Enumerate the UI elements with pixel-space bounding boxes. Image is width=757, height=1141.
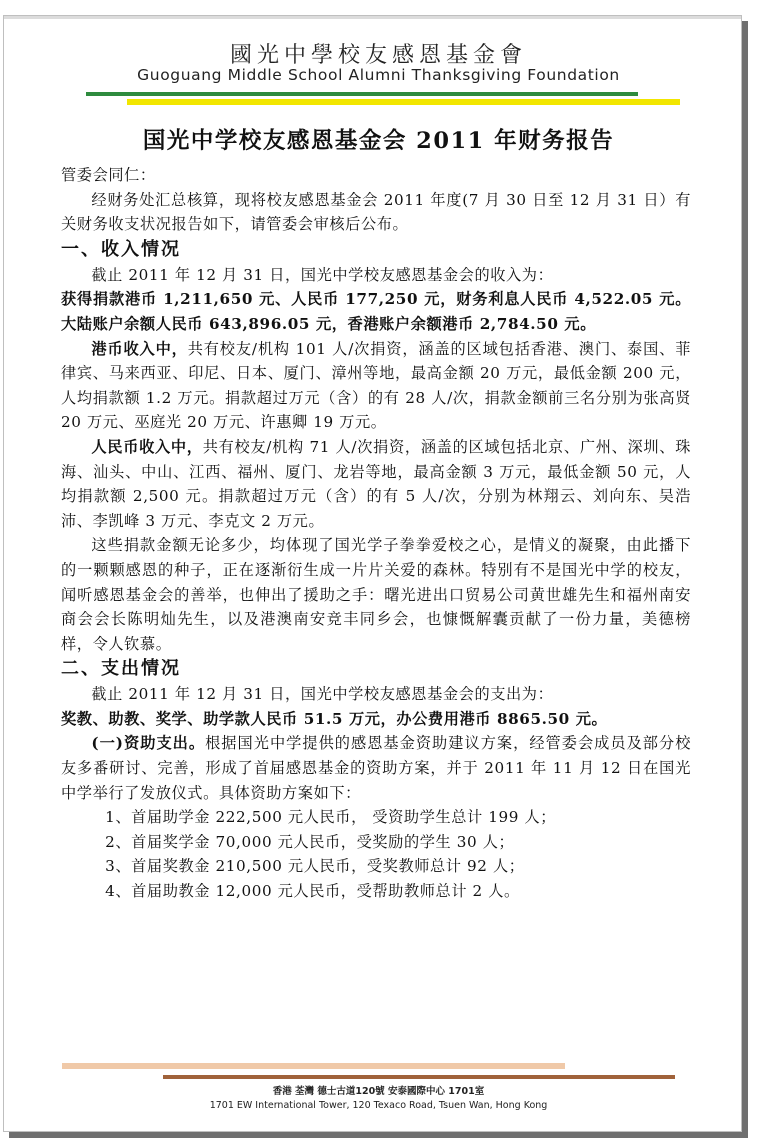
report-body (61, 163, 691, 904)
income-summary: 获得捐款港币 1,211,650 元、人民币 177,250 元，财务利息人民币 4,522.05 元。大陆账户余额人民币 643,896.05 元，香港账户余额港币 2,784.50 元。 (61, 290, 691, 333)
aid-paragraph (61, 731, 691, 805)
aid-text: 根据国光中学提供的感恩基金资助建议方案，经管委会成员及部分校友多番研讨、完善，形成了首届感恩基金的资助方案，并于 2011 年 11 月 12 日在国光中学举行了发放仪式。具体资助方案如下： (61, 734, 692, 802)
aid-item: 4、首届助教金 12,000 元人民币，受帮助教师总计 2 人。 (105, 882, 520, 901)
hkd-income-text: 共有校友/机构 101 人/次捐资，涵盖的区域包括香港、澳门、泰国、菲律宾、马来西亚、印尼、日本、厦门、漳州等地，最高金额 20 万元，最低金额 200 元，人均捐款额 1.2 万元。捐款超过万元（含）的有 28 人/次，捐款金额前三名分别为张高贤 20 万元、巫庭光 20 万元、许惠卿 19 万元。 (61, 339, 691, 432)
income-lead: 截止 2011 年 12 月 31 日，国光中学校友感恩基金会的收入为： (91, 265, 554, 284)
footer-address-cn: 香港 荃灣 德士古道120號 安泰國際中心 1701室 (272, 1086, 485, 1097)
expense-heading: 二、支出情况 (61, 658, 181, 680)
footer-brown-bar (163, 1075, 675, 1079)
footer-address-en: 1701 EW International Tower, 120 Texaco Road, Tsuen Wan, Hong Kong (209, 1100, 548, 1111)
hkd-income-paragraph (61, 337, 691, 435)
expense-summary: 奖教、助教、奖学、助学款人民币 51.5 万元，办公费用港币 8865.50 元。 (61, 709, 608, 728)
frame-top-strip (4, 16, 741, 19)
letterhead-name-en: Guoguang Middle School Alumni Thanksgiving Foundation (137, 66, 620, 84)
rmb-income-paragraph (61, 435, 691, 533)
income-heading: 一、收入情况 (61, 238, 181, 260)
footer-peach-bar (62, 1063, 565, 1069)
intro-paragraph: 经财务处汇总核算，现将校友感恩基金会 2011 年度(7 月 30 日至 12 月 31 日）有关财务收支状况报告如下，请管委会审核后公布。 (61, 190, 691, 234)
salutation: 管委会同仁： (61, 166, 156, 184)
hkd-income-label: 港币收入中， (91, 339, 188, 358)
rmb-income-label: 人民币收入中， (91, 437, 203, 456)
aid-item: 3、首届奖教金 210,500 元人民币，受奖教师总计 92 人； (105, 857, 525, 876)
letterhead-name-cn: 國光中學校友感恩基金會 (229, 43, 527, 68)
aid-item: 2、首届奖学金 70,000 元人民币，受奖励的学生 30 人； (105, 832, 515, 851)
aid-item: 1、首届助学金 222,500 元人民币， 受资助学生总计 199 人； (105, 808, 557, 827)
expense-lead: 截止 2011 年 12 月 31 日，国光中学校友感恩基金会的支出为： (91, 685, 554, 704)
report-title: 国光中学校友感恩基金会 2011 年财务报告 (142, 128, 615, 154)
rmb-income-text: 共有校友/机构 71 人/次捐资，涵盖的区域包括北京、广州、深圳、珠海、汕头、中山、江西、福州、厦门、龙岩等地，最高金额 3 万元，最低金额 50 元，人均捐款额 2,500 元。捐款超过万元（含）的有 5 人/次，分别为林翔云、刘向东、吴浩沛、李凯峰 3 万元、李克文 2 万元。 (61, 437, 691, 530)
aid-label: (一)资助支出。 (91, 734, 206, 753)
letterhead-green-bar (86, 92, 638, 96)
income-closing: 这些捐款金额无论多少，均体现了国光学子拳拳爱校之心，是情义的凝聚，由此播下的一颗颗感恩的种子，正在逐渐衍生成一片片关爱的森林。特别有不是国光中学的校友，闻听感恩基金会的善举，也伸出了援助之手：曙光进出口贸易公司黄世雄先生和福州南安商会会长陈明灿先生，以及港澳南安竞丰同乡会，也慷慨解囊贡献了一份力量，美德榜样，令人钦慕。 (61, 536, 691, 653)
letterhead-yellow-bar (127, 99, 680, 105)
